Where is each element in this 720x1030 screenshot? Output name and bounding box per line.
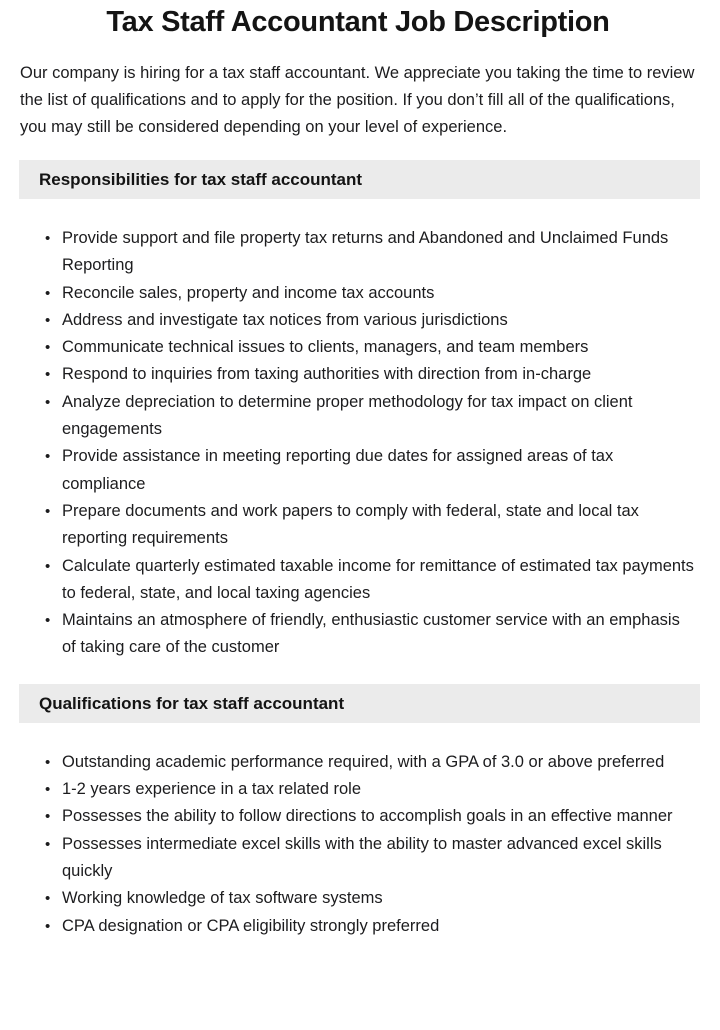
list-item: • Maintains an atmosphere of friendly, enthusiastic customer service with an emphasis of taking care of the customer — [62, 607, 696, 662]
qualifications-section-heading: Qualifications for tax staff accountant — [19, 684, 700, 723]
responsibilities-section-heading: Responsibilities for tax staff accountant — [19, 160, 700, 199]
list-item: • 1-2 years experience in a tax related role — [62, 776, 696, 803]
list-item: • Reconcile sales, property and income tax accounts — [62, 280, 696, 307]
list-item: • Possesses intermediate excel skills with the ability to master advanced excel skills quickly — [62, 831, 696, 886]
qualifications-list — [20, 749, 696, 940]
list-item: • Working knowledge of tax software systems — [62, 885, 696, 912]
responsibilities-list — [20, 225, 696, 662]
list-item: • Address and investigate tax notices from various jurisdictions — [62, 307, 696, 334]
page-title: Tax Staff Accountant Job Description — [106, 6, 610, 38]
list-item: • Analyze depreciation to determine proper methodology for tax impact on client engagements — [62, 389, 696, 444]
list-item: • Outstanding academic performance required, with a GPA of 3.0 or above preferred — [62, 749, 696, 776]
list-item: • Communicate technical issues to clients, managers, and team members — [62, 334, 696, 361]
list-item: • Calculate quarterly estimated taxable income for remittance of estimated tax payments to federal, state, and local taxing agencies — [62, 553, 696, 608]
list-item: • Provide support and file property tax returns and Abandoned and Unclaimed Funds Reporting — [62, 225, 696, 280]
list-item: • CPA designation or CPA eligibility strongly preferred — [62, 913, 696, 940]
list-item: • Respond to inquiries from taxing authorities with direction from in-charge — [62, 361, 696, 388]
list-item: • Prepare documents and work papers to comply with federal, state and local tax reporting requirements — [62, 498, 696, 553]
intro-paragraph: Our company is hiring for a tax staff accountant. We appreciate you taking the time to review the list of qualifications and to apply for the position. If you don’t fill all of the qualifications, you may still be considered depending on your level of experience. — [20, 64, 695, 136]
list-item: • Provide assistance in meeting reporting due dates for assigned areas of tax compliance — [62, 443, 696, 498]
list-item: • Possesses the ability to follow directions to accomplish goals in an effective manner — [62, 803, 696, 830]
